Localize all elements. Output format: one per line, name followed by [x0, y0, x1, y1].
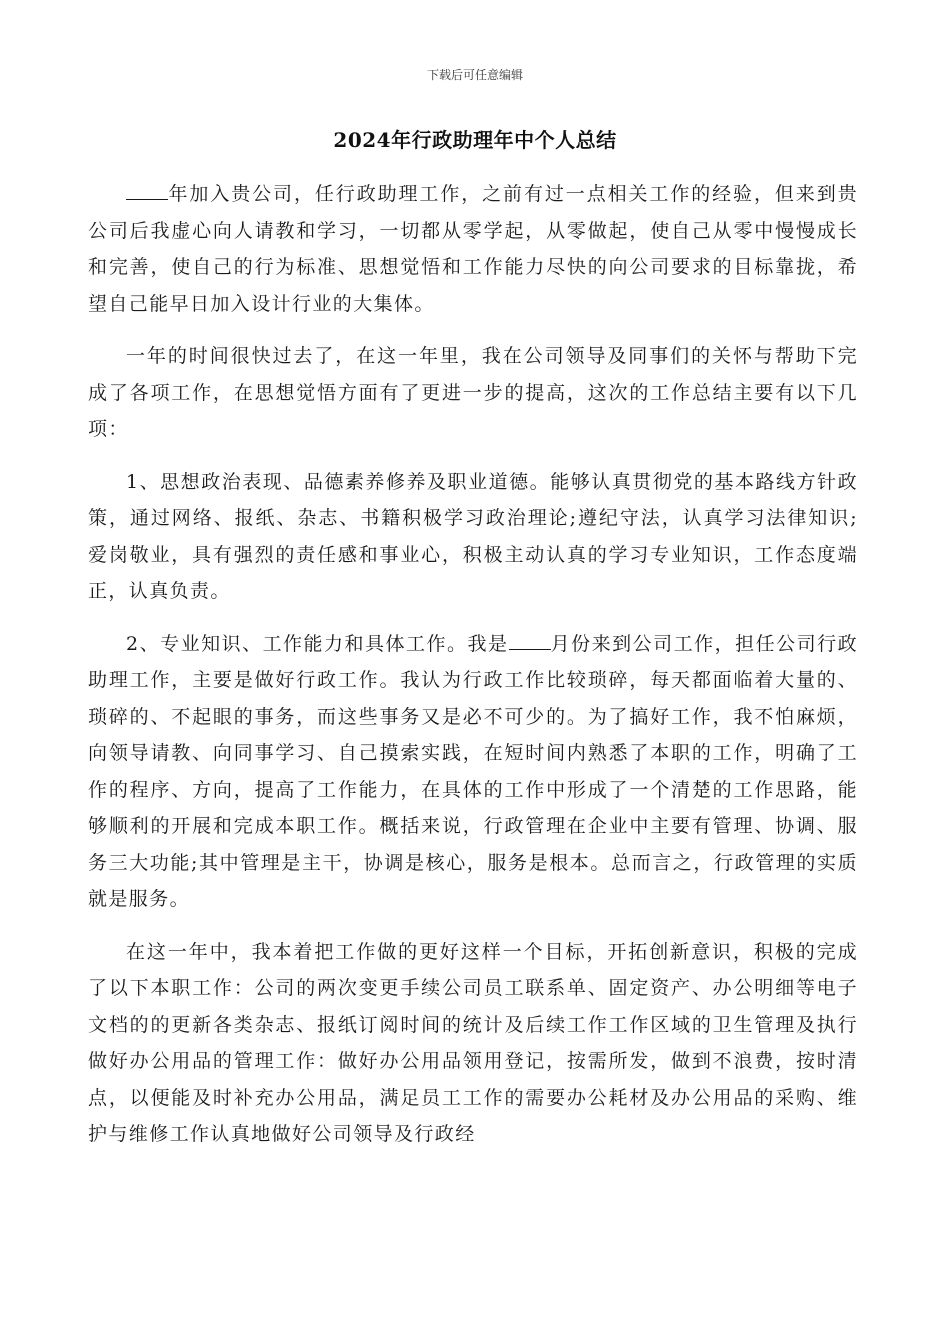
paragraph-item-2 [88, 626, 858, 918]
document-title: 2024年行政助理年中个人总结 [333, 128, 617, 152]
header-note: 下载后可任意编辑 [426, 68, 523, 82]
paragraph-overview: 一年的时间很快过去了，在这一年里，我在公司领导及同事们的关怀与帮助下完成了各项工作，在思想觉悟方面有了更进一步的提高，这次的工作总结主要有以下几项： [88, 345, 858, 440]
paragraph-item-2-text-before: 2、专业知识、工作能力和具体工作。我是 [126, 632, 509, 655]
fill-in-blank-year [126, 179, 168, 200]
paragraph-duties: 在这一年中，我本着把工作做的更好这样一个目标，开拓创新意识，积极的完成了以下本职工作：公司的两次变更手续公司员工联系单、固定资产、办公明细等电子文档的的更新各类杂志、报纸订阅时间的统计及后续工作工作区域的卫生管理及执行做好办公用品的管理工作：做好办公用品领用登记，按需所发，做到不浪费，按时清点，以便能及时补充办公用品，满足员工工作的需要办公耗材及办公用品的采购、维护与维修工作认真地做好公司领导及行政经 [88, 940, 858, 1145]
paragraph-intro [88, 176, 858, 322]
paragraph-item-2-text-after: 月份来到公司工作，担任公司行政助理工作，主要是做好行政工作。我认为行政工作比较琐碎，每天都面临着大量的、琐碎的、不起眼的事务，而这些事务又是必不可少的。为了搞好工作，我不怕麻烦，向领导请教、向同事学习、自己摸索实践，在短时间内熟悉了本职的工作，明确了工作的程序、方向，提高了工作能力，在具体的工作中形成了一个清楚的工作思路，能够顺利的开展和完成本职工作。概括来说，行政管理在企业中主要有管理、协调、服务三大功能;其中管理是主干，协调是核心，服务是根本。总而言之，行政管理的实质就是服务。 [88, 632, 858, 910]
document-body [88, 176, 858, 1169]
fill-in-blank-month [509, 629, 551, 650]
paragraph-item-1: 1、思想政治表现、品德素养修养及职业道德。能够认真贯彻党的基本路线方针政策，通过网络、报纸、杂志、书籍积极学习政治理论;遵纪守法，认真学习法律知识;爱岗敬业，具有强烈的责任感和事业心，积极主动认真的学习专业知识，工作态度端正，认真负责。 [88, 470, 858, 602]
paragraph-intro-text: 年加入贵公司，任行政助理工作，之前有过一点相关工作的经验，但来到贵公司后我虚心向人请教和学习，一切都从零学起，从零做起，使自己从零中慢慢成长和完善，使自己的行为标准、思想觉悟和工作能力尽快的向公司要求的目标靠拢，希望自己能早日加入设计行业的大集体。 [88, 183, 858, 315]
